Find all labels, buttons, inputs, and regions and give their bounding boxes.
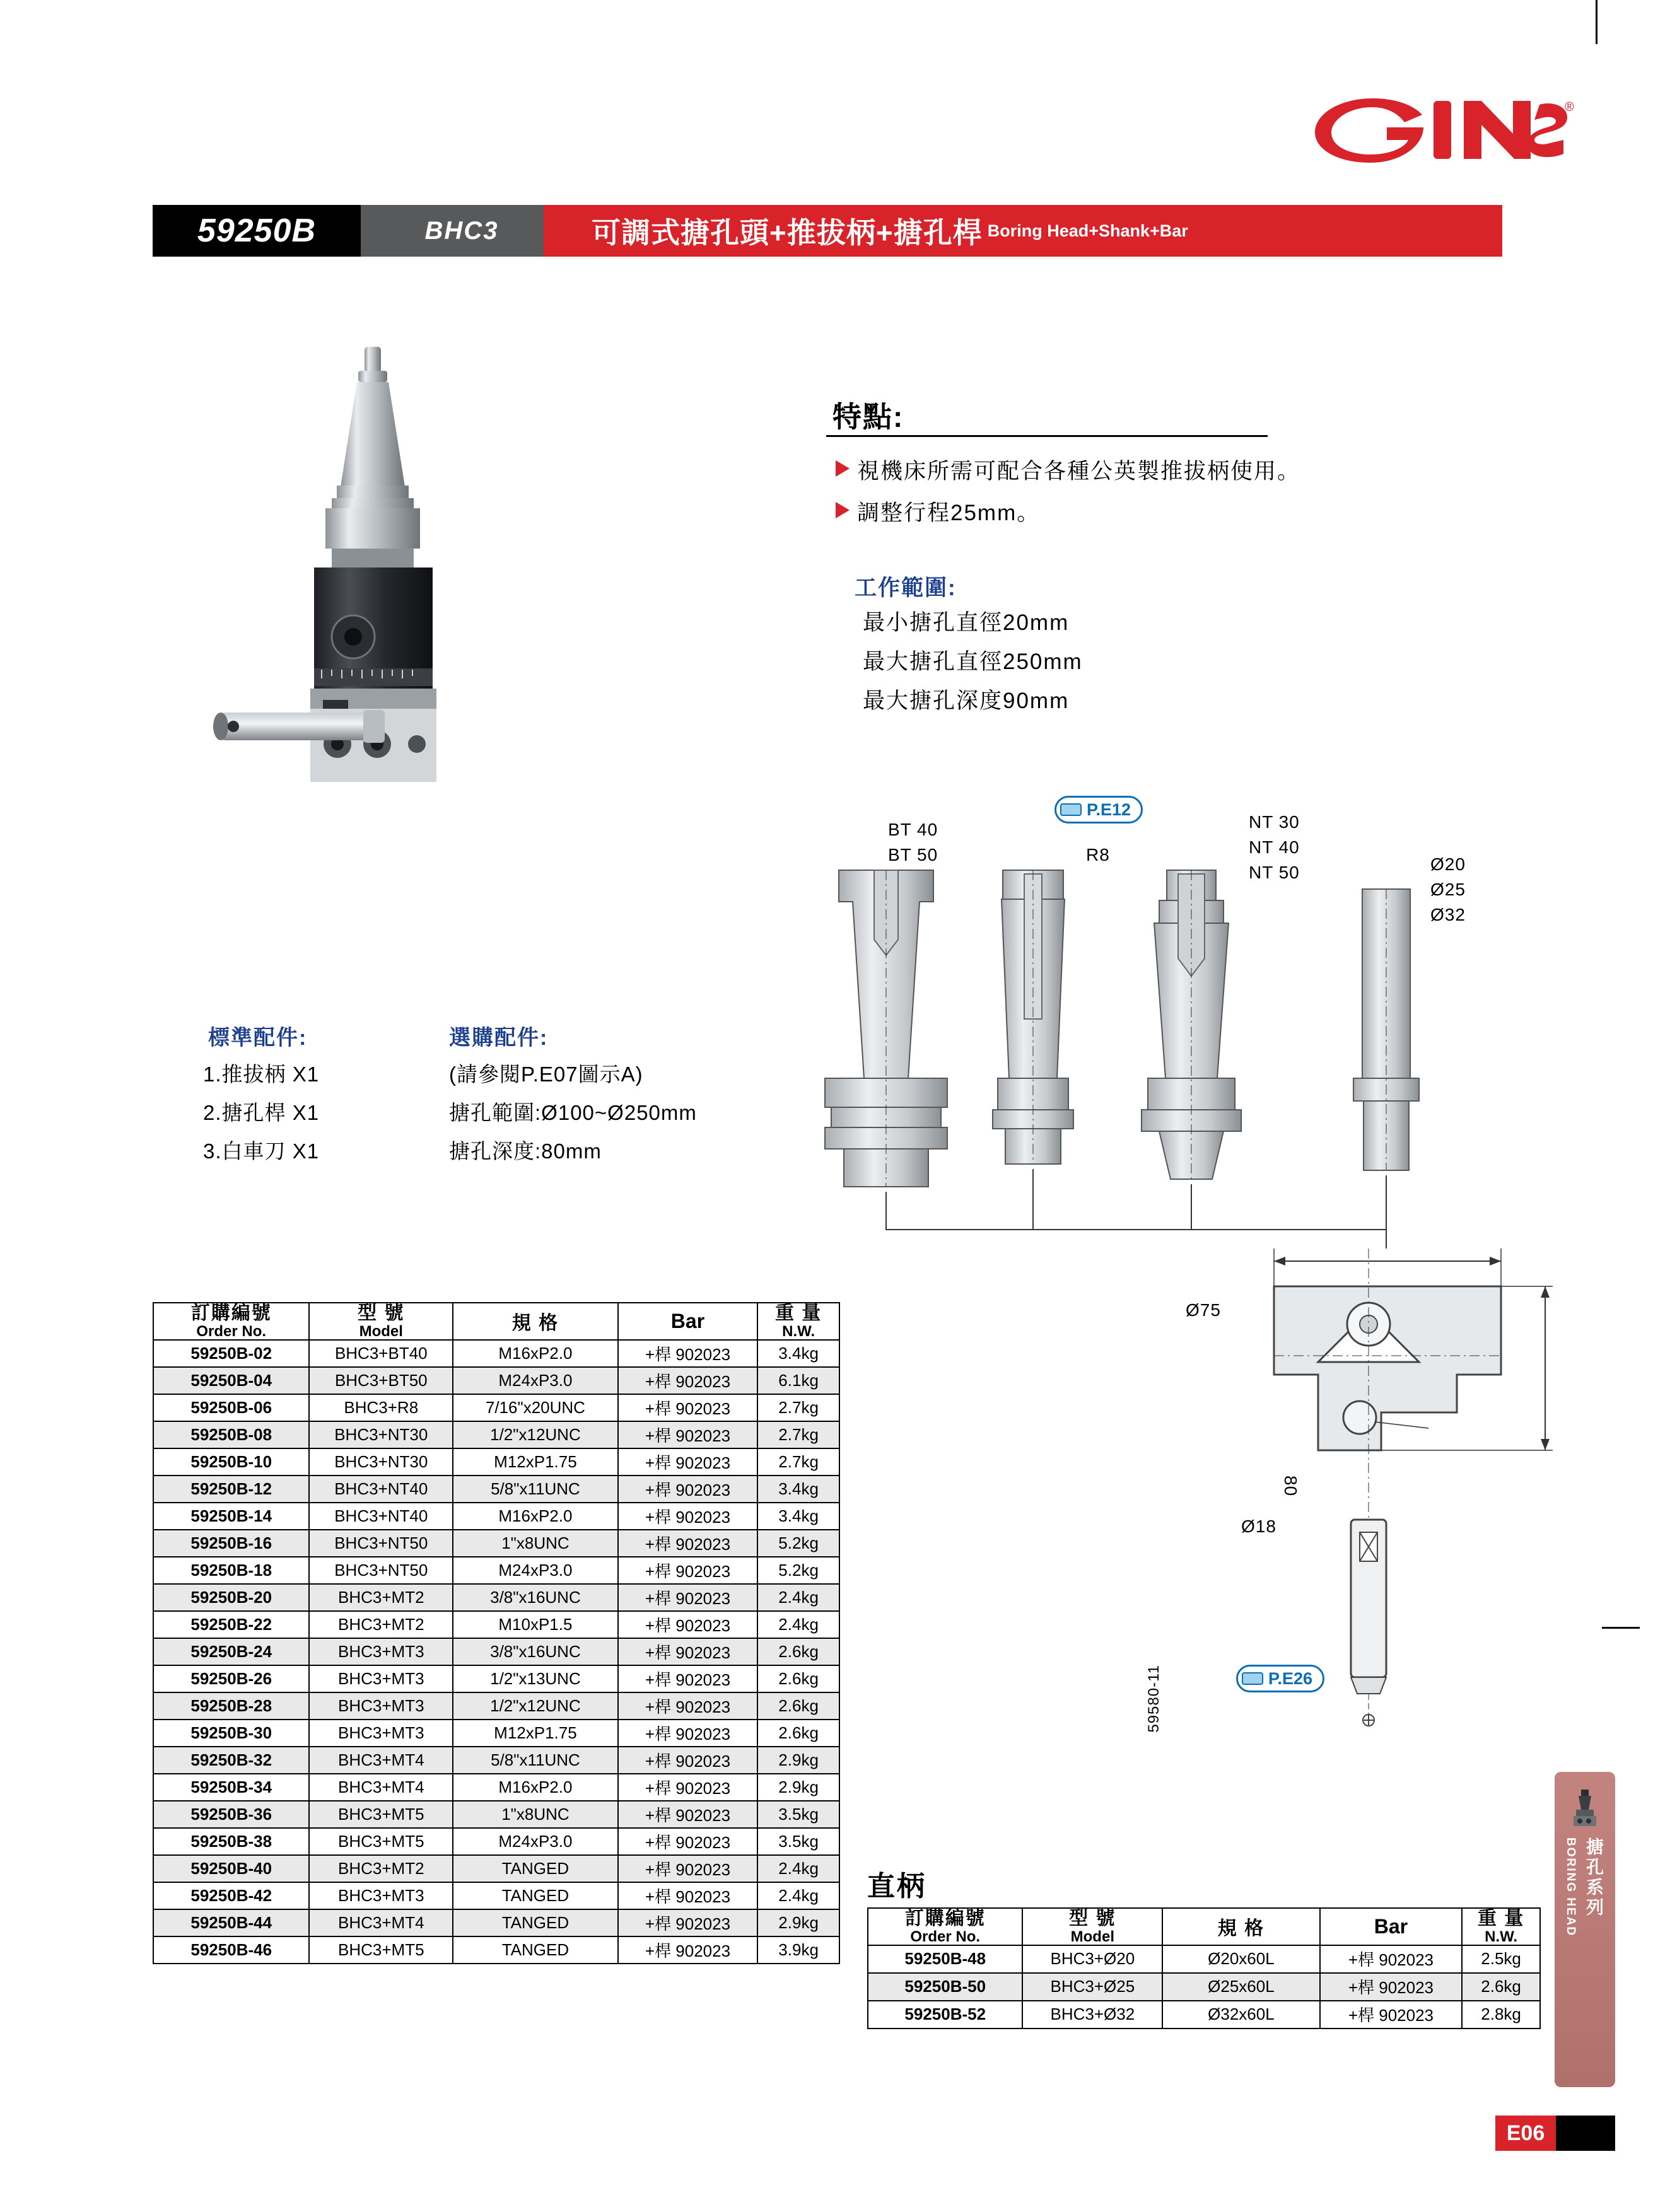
cell-order-no: 59250B-38 [153, 1828, 309, 1855]
table-row [153, 1611, 839, 1638]
table-row [153, 1774, 839, 1801]
cell-bar: +桿 902023 [618, 1747, 757, 1774]
header-model [309, 1303, 453, 1340]
boring-head-front-view [1274, 1249, 1553, 1463]
cell-model: BHC3+Ø20 [1022, 1945, 1162, 1973]
cell-bar: +桿 902023 [618, 1557, 757, 1584]
cell-model: BHC3+MT4 [309, 1774, 453, 1801]
cell-spec: 1"x8UNC [453, 1530, 618, 1557]
cell-model: BHC3+MT3 [309, 1882, 453, 1909]
standard-accessories-list [203, 1058, 319, 1173]
work-range-item: 最大搪孔深度90mm [863, 689, 1070, 713]
work-range-item: 最大搪孔直徑250mm [863, 649, 1083, 674]
cell-weight: 2.6kg [757, 1665, 839, 1692]
cell-order-no: 59250B-34 [153, 1774, 309, 1801]
table-row [153, 1855, 839, 1882]
table-header-row [153, 1303, 839, 1340]
cell-bar: +桿 902023 [1320, 1945, 1463, 1973]
cell-model: BHC3+MT2 [309, 1611, 453, 1638]
header-model [1022, 1908, 1162, 1945]
cell-model: BHC3+NT30 [309, 1421, 453, 1448]
cell-model: BHC3+MT3 [309, 1638, 453, 1665]
cell-model: BHC3+NT40 [309, 1476, 453, 1503]
cell-weight: 3.9kg [757, 1936, 839, 1964]
cell-order-no: 59250B-16 [153, 1530, 309, 1557]
feature-text: 調整行程25mm。 [857, 501, 1041, 525]
cell-bar: +桿 902023 [618, 1638, 757, 1665]
product-code: 59250B [153, 205, 361, 257]
work-range-item: 最小搪孔直徑20mm [863, 610, 1070, 635]
table-row [153, 1665, 839, 1692]
cell-spec: 1"x8UNC [453, 1801, 618, 1828]
cell-spec: 5/8"x11UNC [453, 1747, 618, 1774]
cell-order-no: 59250B-40 [153, 1855, 309, 1882]
cell-weight: 2.5kg [1462, 1945, 1540, 1973]
label-bt50: BT 50 [888, 845, 938, 864]
cell-bar: +桿 902023 [1320, 1973, 1463, 2001]
header-model-en: Model [1070, 1928, 1114, 1945]
label-nt30: NT 30 [1249, 812, 1300, 832]
cell-order-no: 59250B-02 [153, 1340, 309, 1367]
cell-bar: +桿 902023 [618, 1855, 757, 1882]
cell-order-no: 59250B-48 [868, 1945, 1022, 1973]
cell-bar: +桿 902023 [618, 1882, 757, 1909]
bullet-triangle-icon [836, 460, 850, 477]
accessory-item: (請參閱P.E07圖示A) [449, 1062, 643, 1086]
header-bar-label: Bar [670, 1309, 705, 1332]
page-number-block [1495, 2116, 1615, 2151]
cell-spec: 1/2"x13UNC [453, 1665, 618, 1692]
side-tab [1555, 1772, 1615, 2087]
straight-spec-table [867, 1907, 1541, 2029]
cell-spec: 1/2"x12UNC [453, 1421, 618, 1448]
cell-bar: +桿 902023 [618, 1665, 757, 1692]
cell-spec: 3/8"x16UNC [453, 1638, 618, 1665]
header-spec [453, 1303, 618, 1340]
label-bar-code: 59580-11 [1145, 1665, 1162, 1733]
table-row [153, 1828, 839, 1855]
table-row [868, 2001, 1540, 2029]
cell-model: BHC3+NT50 [309, 1557, 453, 1584]
label-dia20: Ø20 [1430, 854, 1466, 874]
cell-model: BHC3+MT3 [309, 1665, 453, 1692]
page-ref-label: P.E12 [1087, 800, 1131, 819]
cell-bar: +桿 902023 [618, 1801, 757, 1828]
cell-weight: 2.4kg [757, 1855, 839, 1882]
cell-order-no: 59250B-08 [153, 1421, 309, 1448]
optional-accessories-list [449, 1058, 697, 1173]
cell-spec: M12xP1.75 [453, 1720, 618, 1747]
table-row [153, 1747, 839, 1774]
label-bt40: BT 40 [888, 820, 938, 839]
label-r8: R8 [1086, 845, 1110, 864]
cell-spec: TANGED [453, 1909, 618, 1936]
table-row [868, 1973, 1540, 2001]
header-bar-label: Bar [1374, 1914, 1408, 1938]
table-row [153, 1557, 839, 1584]
crop-mark-top [1596, 0, 1598, 44]
cell-order-no: 59250B-26 [153, 1665, 309, 1692]
cell-weight: 2.6kg [757, 1638, 839, 1665]
nt-shank-drawing [1142, 870, 1241, 1179]
product-series: BHC3 [361, 205, 544, 257]
features-list [836, 454, 1529, 537]
cell-model: BHC3+NT30 [309, 1448, 453, 1476]
straight-shank-title: 直柄 [867, 1871, 926, 1902]
cell-spec: TANGED [453, 1855, 618, 1882]
header-order-no-cn: 訂購編號 [190, 1303, 272, 1324]
table-row [153, 1692, 839, 1720]
label-dia32: Ø32 [1430, 905, 1466, 924]
page-ref-badge-pe26[interactable] [1236, 1665, 1324, 1692]
cell-order-no: 59250B-46 [153, 1936, 309, 1964]
cell-order-no: 59250B-14 [153, 1503, 309, 1530]
feature-text: 視機床所需可配合各種公英製推拔柄使用。 [857, 459, 1301, 484]
label-dia18: Ø18 [1241, 1516, 1276, 1536]
cell-order-no: 59250B-28 [153, 1692, 309, 1720]
cell-spec: Ø25x60L [1162, 1973, 1319, 2001]
cell-bar: +桿 902023 [618, 1936, 757, 1964]
cell-bar: +桿 902023 [618, 1421, 757, 1448]
label-dia75: Ø75 [1186, 1300, 1221, 1320]
table-header-row [868, 1908, 1540, 1945]
cell-bar: +桿 902023 [618, 1774, 757, 1801]
brand-logo [1312, 95, 1577, 164]
label-dia25: Ø25 [1430, 880, 1466, 899]
cell-bar: +桿 902023 [618, 1340, 757, 1367]
accessory-item: 搪孔深度:80mm [449, 1139, 602, 1163]
cell-spec: 3/8"x16UNC [453, 1584, 618, 1611]
cell-spec: M12xP1.75 [453, 1448, 618, 1476]
header-weight-en: N.W. [1485, 1928, 1518, 1945]
bullet-triangle-icon [836, 502, 850, 518]
cell-spec: M10xP1.5 [453, 1611, 618, 1638]
page-ref-label: P.E26 [1268, 1668, 1313, 1688]
cell-order-no: 59250B-52 [868, 2001, 1022, 2029]
table-row [153, 1909, 839, 1936]
cell-model: BHC3+MT4 [309, 1909, 453, 1936]
cell-spec: 1/2"x12UNC [453, 1692, 618, 1720]
cell-bar: +桿 902023 [1320, 2001, 1463, 2029]
cell-model: BHC3+MT5 [309, 1801, 453, 1828]
cell-weight: 2.9kg [757, 1747, 839, 1774]
cell-weight: 5.2kg [757, 1557, 839, 1584]
cell-weight: 3.4kg [757, 1340, 839, 1367]
cell-model: BHC3+NT50 [309, 1530, 453, 1557]
table-row [153, 1476, 839, 1503]
cell-weight: 2.4kg [757, 1584, 839, 1611]
table-row [153, 1720, 839, 1747]
cell-model: BHC3+Ø32 [1022, 2001, 1162, 2029]
svg-text:®: ® [1565, 100, 1574, 114]
cell-order-no: 59250B-32 [153, 1747, 309, 1774]
main-spec-table [153, 1302, 840, 1964]
cell-order-no: 59250B-20 [153, 1584, 309, 1611]
cell-spec: M16xP2.0 [453, 1503, 618, 1530]
header-model-cn: 型 號 [1069, 1908, 1116, 1929]
header-order-no [868, 1908, 1022, 1945]
header-order-no-cn: 訂購編號 [904, 1908, 986, 1929]
accessory-item: 1.推拔柄 X1 [203, 1062, 320, 1086]
cell-order-no: 59250B-36 [153, 1801, 309, 1828]
cell-order-no: 59250B-42 [153, 1882, 309, 1909]
cell-spec: TANGED [453, 1882, 618, 1909]
cell-bar: +桿 902023 [618, 1367, 757, 1394]
table-row [153, 1367, 839, 1394]
cell-order-no: 59250B-18 [153, 1557, 309, 1584]
cell-bar: +桿 902023 [618, 1692, 757, 1720]
label-height-80: 80 [1281, 1476, 1300, 1497]
boring-head-tab-icon [1567, 1788, 1603, 1829]
cell-weight: 3.5kg [757, 1828, 839, 1855]
title-bar [153, 205, 1502, 257]
cell-weight: 2.8kg [1462, 2001, 1540, 2029]
table-row [153, 1394, 839, 1421]
cell-model: BHC3+MT3 [309, 1720, 453, 1747]
header-weight [757, 1303, 839, 1340]
cell-spec: M24xP3.0 [453, 1828, 618, 1855]
cell-model: BHC3+Ø25 [1022, 1973, 1162, 2001]
cell-order-no: 59250B-30 [153, 1720, 309, 1747]
cell-order-no: 59250B-50 [868, 1973, 1022, 2001]
feature-item [836, 496, 1529, 527]
table-row [153, 1530, 839, 1557]
cell-spec: Ø20x60L [1162, 1945, 1319, 1973]
table-row [153, 1503, 839, 1530]
boring-head-illustration [208, 341, 807, 845]
cell-spec: M24xP3.0 [453, 1557, 618, 1584]
page-number: E06 [1495, 2116, 1556, 2151]
cell-bar: +桿 902023 [618, 1503, 757, 1530]
plug-icon [1242, 1672, 1263, 1685]
product-photo [208, 341, 807, 845]
plug-icon [1060, 803, 1082, 816]
crop-mark-right [1602, 1627, 1640, 1629]
feature-item [836, 454, 1529, 486]
cell-bar: +桿 902023 [618, 1448, 757, 1476]
cell-spec: M24xP3.0 [453, 1367, 618, 1394]
cell-model: BHC3+MT5 [309, 1936, 453, 1964]
table-row [153, 1882, 839, 1909]
table-row [153, 1801, 839, 1828]
table-row [153, 1584, 839, 1611]
cell-order-no: 59250B-10 [153, 1448, 309, 1476]
product-title [544, 205, 1502, 257]
header-order-no-en: Order No. [196, 1322, 267, 1340]
boring-bar-drawing [1351, 1463, 1386, 1726]
cell-weight: 2.7kg [757, 1394, 839, 1421]
cell-weight: 2.4kg [757, 1611, 839, 1638]
cell-weight: 2.6kg [1462, 1973, 1540, 2001]
header-bar [618, 1303, 757, 1340]
accessory-item: 2.搪孔桿 X1 [203, 1101, 320, 1124]
cell-spec: M16xP2.0 [453, 1774, 618, 1801]
features-rule [826, 435, 1268, 437]
cell-weight: 2.4kg [757, 1882, 839, 1909]
header-order-no [153, 1303, 309, 1340]
cell-weight: 2.6kg [757, 1720, 839, 1747]
accessory-item: 搪孔範圍:Ø100~Ø250mm [449, 1101, 697, 1124]
table-row [153, 1421, 839, 1448]
table-row [153, 1448, 839, 1476]
page-ref-badge-pe12[interactable] [1054, 796, 1143, 824]
side-tab-label-cn: 搪孔系列 [1584, 1837, 1604, 1918]
cell-spec: 7/16"x20UNC [453, 1394, 618, 1421]
cell-order-no: 59250B-22 [153, 1611, 309, 1638]
cell-model: BHC3+BT50 [309, 1367, 453, 1394]
bt-shank-drawing [825, 870, 947, 1187]
table-row [153, 1340, 839, 1367]
cell-weight: 2.9kg [757, 1774, 839, 1801]
features-title: 特點: [832, 400, 904, 433]
cell-bar: +桿 902023 [618, 1611, 757, 1638]
work-range-title: 工作範圍: [855, 576, 957, 600]
cell-spec: 5/8"x11UNC [453, 1476, 618, 1503]
label-nt40: NT 40 [1249, 837, 1300, 857]
cell-model: BHC3+BT40 [309, 1340, 453, 1367]
cell-bar: +桿 902023 [618, 1584, 757, 1611]
cell-weight: 3.4kg [757, 1476, 839, 1503]
cell-weight: 3.4kg [757, 1503, 839, 1530]
header-order-no-en: Order No. [910, 1928, 981, 1945]
cell-weight: 2.7kg [757, 1421, 839, 1448]
header-model-en: Model [359, 1322, 403, 1340]
table-row [153, 1638, 839, 1665]
cell-weight: 2.9kg [757, 1909, 839, 1936]
cell-bar: +桿 902023 [618, 1394, 757, 1421]
header-weight-en: N.W. [782, 1322, 815, 1340]
cell-bar: +桿 902023 [618, 1720, 757, 1747]
gin-logo-icon [1312, 95, 1577, 164]
header-bar [1320, 1908, 1463, 1945]
header-model-cn: 型 號 [358, 1303, 405, 1324]
work-range-list [863, 605, 1083, 723]
cell-weight: 6.1kg [757, 1367, 839, 1394]
cell-spec: TANGED [453, 1936, 618, 1964]
cell-order-no: 59250B-44 [153, 1909, 309, 1936]
cell-weight: 2.7kg [757, 1448, 839, 1476]
accessory-item: 3.白車刀 X1 [203, 1139, 320, 1163]
straight-shank-drawing [1353, 889, 1419, 1170]
cell-order-no: 59250B-04 [153, 1367, 309, 1394]
cell-model: BHC3+MT2 [309, 1584, 453, 1611]
header-spec [1162, 1908, 1319, 1945]
r8-shank-drawing [993, 870, 1073, 1164]
table-row [153, 1936, 839, 1964]
header-spec-cn: 規 格 [1217, 1918, 1265, 1940]
cell-weight: 3.5kg [757, 1801, 839, 1828]
header-weight-cn: 重 量 [1477, 1908, 1525, 1929]
cell-model: BHC3+R8 [309, 1394, 453, 1421]
header-weight [1462, 1908, 1540, 1945]
cell-order-no: 59250B-06 [153, 1394, 309, 1421]
side-tab-label-en: BORING HEAD [1564, 1837, 1577, 1937]
cell-order-no: 59250B-12 [153, 1476, 309, 1503]
cell-bar: +桿 902023 [618, 1476, 757, 1503]
cell-spec: M16xP2.0 [453, 1340, 618, 1367]
cell-model: BHC3+MT2 [309, 1855, 453, 1882]
cell-spec: Ø32x60L [1162, 2001, 1319, 2029]
cell-model: BHC3+MT4 [309, 1747, 453, 1774]
cell-bar: +桿 902023 [618, 1530, 757, 1557]
cell-model: BHC3+NT40 [309, 1503, 453, 1530]
header-weight-cn: 重 量 [774, 1303, 822, 1324]
cell-weight: 2.6kg [757, 1692, 839, 1720]
cell-weight: 5.2kg [757, 1530, 839, 1557]
cell-model: BHC3+MT3 [309, 1692, 453, 1720]
label-nt50: NT 50 [1249, 863, 1300, 882]
table-row [868, 1945, 1540, 1973]
cell-bar: +桿 902023 [618, 1909, 757, 1936]
optional-accessories-title: 選購配件: [449, 1026, 549, 1050]
assembly-connector-lines [886, 1169, 1386, 1249]
product-title-cn: 可調式搪孔頭+推拔柄+搪孔桿 [592, 216, 983, 249]
product-title-en: Boring Head+Shank+Bar [987, 221, 1188, 240]
cell-order-no: 59250B-24 [153, 1638, 309, 1665]
cell-model: BHC3+MT5 [309, 1828, 453, 1855]
standard-accessories-title: 標準配件: [208, 1026, 308, 1050]
header-spec-cn: 規 格 [511, 1313, 559, 1334]
cell-bar: +桿 902023 [618, 1828, 757, 1855]
